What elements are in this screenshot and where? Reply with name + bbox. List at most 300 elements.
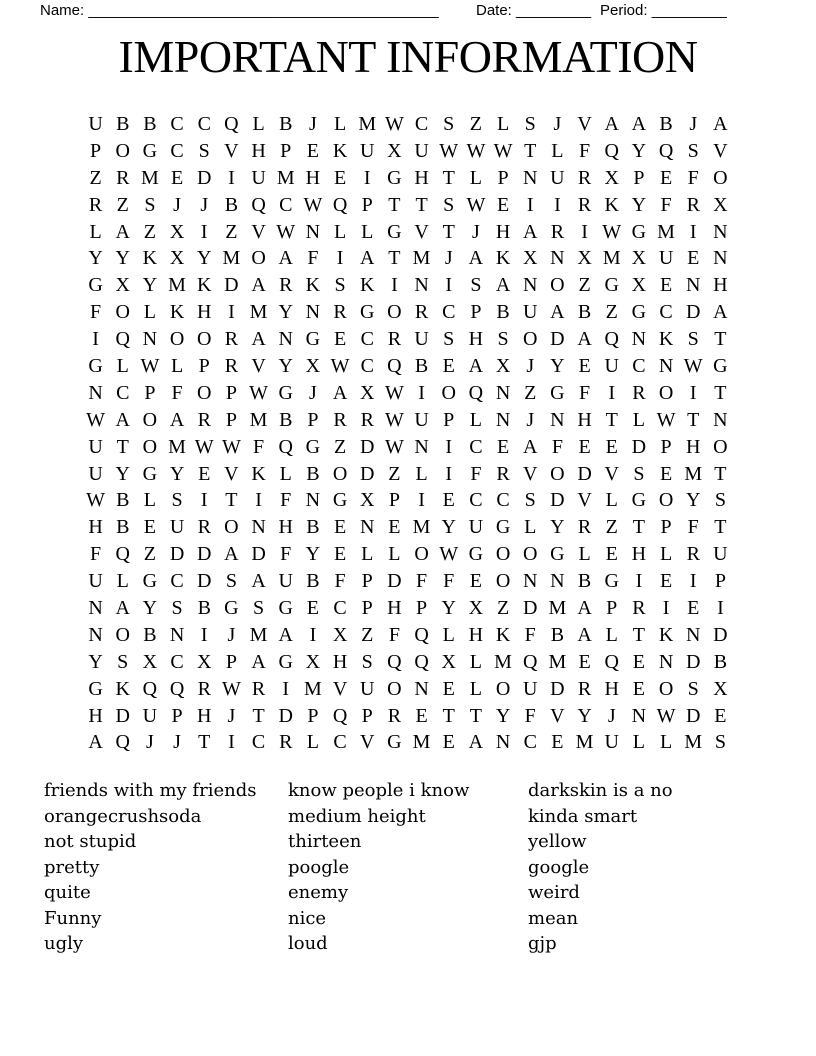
grid-letter: G xyxy=(360,301,375,324)
grid-letter: T xyxy=(687,408,700,431)
grid-letter: F xyxy=(579,381,591,404)
grid-letter: G xyxy=(387,220,402,243)
grid-letter: F xyxy=(280,543,292,566)
grid-letter: P xyxy=(198,355,210,378)
grid-letter: N xyxy=(414,274,429,297)
grid-letter: P xyxy=(470,301,482,324)
grid-letter: D xyxy=(550,489,565,512)
grid-letter: R xyxy=(197,677,211,700)
grid-letter: R xyxy=(686,193,700,216)
grid-letter: Z xyxy=(89,166,102,189)
grid-letter: I xyxy=(282,677,290,700)
word-list-item: darkskin is a no xyxy=(528,780,673,801)
grid-letter: J xyxy=(526,408,535,431)
grid-letter: M xyxy=(684,462,703,485)
grid-letter: S xyxy=(524,489,536,512)
grid-letter: E xyxy=(333,166,347,189)
grid-letter: R xyxy=(414,301,429,324)
grid-letter: W xyxy=(303,193,323,216)
grid-letter: R xyxy=(88,193,103,216)
grid-letter: P xyxy=(497,166,509,189)
grid-letter: I xyxy=(255,489,262,512)
grid-letter: O xyxy=(251,247,266,270)
grid-letter: W xyxy=(493,139,513,162)
grid-letter: I xyxy=(228,731,235,754)
grid-letter: B xyxy=(306,516,320,539)
grid-letter: A xyxy=(523,435,538,458)
grid-letter: U xyxy=(360,677,375,700)
grid-letter: V xyxy=(604,462,619,485)
grid-letter: L xyxy=(469,166,483,189)
grid-letter: F xyxy=(416,570,428,593)
grid-letter: N xyxy=(142,328,158,351)
word-list-item: medium height xyxy=(288,805,426,827)
grid-letter: A xyxy=(251,274,266,297)
grid-letter: Y xyxy=(550,516,565,539)
date-label: Date: xyxy=(476,2,512,19)
grid-letter: V xyxy=(414,220,429,243)
grid-letter: N xyxy=(88,623,103,646)
grid-letter: D xyxy=(686,704,701,727)
grid-letter: W xyxy=(86,408,106,431)
grid-letter: A xyxy=(550,301,565,324)
grid-letter: T xyxy=(714,462,727,485)
word-list-item: know people i know xyxy=(288,780,470,801)
grid-letter: C xyxy=(414,113,429,135)
grid-letter: N xyxy=(713,408,728,431)
grid-letter: T xyxy=(714,516,727,539)
grid-letter: A xyxy=(332,381,348,404)
grid-letter: W xyxy=(276,220,296,243)
grid-letter: M xyxy=(249,301,268,324)
grid-letter: L xyxy=(170,355,184,378)
grid-letter: Y xyxy=(278,301,293,324)
grid-letter: F xyxy=(90,301,102,324)
grid-letter: Q xyxy=(251,193,266,216)
grid-letter: W xyxy=(194,435,214,458)
grid-letter: Y xyxy=(278,355,293,378)
grid-letter: Q xyxy=(115,328,130,351)
grid-letter: B xyxy=(713,650,728,673)
grid-letter: C xyxy=(170,570,184,593)
grid-letter: L xyxy=(469,650,483,673)
grid-letter: H xyxy=(88,704,103,727)
grid-letter: O xyxy=(713,166,728,189)
grid-letter: L xyxy=(143,301,157,324)
grid-letter: T xyxy=(632,516,646,539)
grid-letter: T xyxy=(116,435,129,458)
grid-letter: B xyxy=(550,623,565,646)
grid-letter: P xyxy=(171,704,183,727)
grid-letter: O xyxy=(169,328,185,351)
grid-letter: M xyxy=(494,650,512,673)
grid-letter: L xyxy=(143,489,157,512)
grid-letter: X xyxy=(577,247,592,270)
grid-letter: L xyxy=(388,543,401,566)
grid-letter: W xyxy=(466,139,486,162)
grid-letter: C xyxy=(469,435,483,458)
grid-letter: Q xyxy=(468,381,484,404)
grid-letter: Q xyxy=(115,543,130,566)
grid-letter: W xyxy=(384,435,404,458)
grid-letter: D xyxy=(686,301,701,324)
grid-letter: T xyxy=(252,704,265,727)
grid-letter: U xyxy=(604,731,619,754)
grid-letter: M xyxy=(222,247,241,270)
grid-letter: Q xyxy=(115,731,130,754)
grid-letter: S xyxy=(633,462,645,485)
word-list-item: enemy xyxy=(288,882,349,903)
grid-letter: L xyxy=(605,623,618,646)
grid-letter: E xyxy=(687,247,700,270)
grid-letter: S xyxy=(225,570,237,593)
grid-letter: Y xyxy=(197,247,212,270)
grid-letter: D xyxy=(550,677,565,700)
grid-letter: E xyxy=(496,435,510,458)
grid-letter: C xyxy=(251,731,266,754)
word-list-item: yellow xyxy=(528,831,587,852)
grid-letter: R xyxy=(577,166,592,189)
grid-letter: F xyxy=(334,570,346,593)
grid-letter: R xyxy=(387,328,402,351)
grid-letter: T xyxy=(442,220,455,243)
grid-letter: F xyxy=(660,193,672,216)
grid-letter: X xyxy=(360,489,375,512)
grid-letter: M xyxy=(548,650,567,673)
grid-letter: N xyxy=(88,597,103,620)
grid-letter: G xyxy=(224,597,239,620)
grid-letter: Y xyxy=(305,543,321,566)
grid-letter: J xyxy=(526,355,535,378)
grid-letter: D xyxy=(631,435,647,458)
grid-letter: S xyxy=(714,731,726,754)
grid-letter: D xyxy=(224,274,239,297)
grid-letter: F xyxy=(687,166,699,189)
grid-letter: Q xyxy=(332,193,348,216)
grid-letter: W xyxy=(656,408,676,431)
word-list-item: mean xyxy=(528,907,579,929)
grid-letter: F xyxy=(388,623,400,646)
grid-letter: Y xyxy=(115,462,130,485)
grid-letter: D xyxy=(197,570,212,593)
grid-letter: A xyxy=(251,650,266,673)
grid-letter: Z xyxy=(605,516,618,539)
grid-letter: N xyxy=(713,220,728,243)
grid-letter: X xyxy=(631,247,647,270)
grid-letter: L xyxy=(279,462,292,485)
grid-letter: Q xyxy=(658,139,674,162)
grid-letter: X xyxy=(305,650,321,673)
grid-letter: P xyxy=(361,570,373,593)
grid-letter: Z xyxy=(333,435,347,458)
grid-letter: F xyxy=(579,139,591,162)
grid-letter: E xyxy=(170,166,184,189)
grid-letter: N xyxy=(169,623,185,646)
grid-letter: K xyxy=(604,193,619,216)
grid-letter: G xyxy=(631,220,647,243)
grid-letter: R xyxy=(251,677,266,700)
grid-letter: O xyxy=(115,139,130,162)
grid-letter: H xyxy=(197,704,212,727)
grid-letter: X xyxy=(387,139,402,162)
grid-letter: E xyxy=(578,650,591,673)
grid-letter: S xyxy=(144,193,156,216)
grid-letter: C xyxy=(170,650,184,673)
grid-letter: E xyxy=(198,462,211,485)
grid-letter: E xyxy=(605,435,618,458)
grid-letter: P xyxy=(280,139,292,162)
grid-letter: O xyxy=(550,274,565,297)
grid-letter: N xyxy=(523,274,538,297)
grid-letter: B xyxy=(496,301,510,324)
grid-letter: L xyxy=(496,113,510,135)
grid-letter: Q xyxy=(169,677,185,700)
grid-letter: E xyxy=(442,731,455,754)
grid-letter: F xyxy=(524,704,536,727)
grid-letter: M xyxy=(548,597,567,620)
grid-letter: N xyxy=(550,570,565,593)
grid-letter: T xyxy=(605,408,618,431)
grid-letter: N xyxy=(631,328,647,351)
word-list-item: google xyxy=(528,856,590,878)
grid-letter: P xyxy=(225,381,237,404)
grid-letter: L xyxy=(361,220,374,243)
grid-letter: Z xyxy=(143,543,157,566)
grid-letter: L xyxy=(333,113,347,135)
grid-letter: W xyxy=(439,543,459,566)
grid-letter: N xyxy=(658,650,674,673)
grid-letter: U xyxy=(88,462,103,485)
grid-letter: D xyxy=(360,462,375,485)
grid-letter: W xyxy=(330,355,350,378)
grid-letter: X xyxy=(115,274,130,297)
grid-letter: M xyxy=(684,731,703,754)
grid-letter: S xyxy=(198,139,210,162)
grid-letter: J xyxy=(227,623,236,646)
grid-letter: B xyxy=(143,623,157,646)
grid-letter: R xyxy=(224,328,239,351)
grid-letter: E xyxy=(469,570,483,593)
grid-letter: A xyxy=(278,247,293,270)
date-blank-line: _________ xyxy=(516,2,592,19)
grid-letter: R xyxy=(224,355,239,378)
page-title: IMPORTANT INFORMATION xyxy=(118,31,698,82)
grid-letter: A xyxy=(169,408,185,431)
grid-letter: P xyxy=(633,166,645,189)
grid-letter: V xyxy=(577,113,592,135)
grid-letter: A xyxy=(278,623,293,646)
grid-letter: G xyxy=(142,462,158,485)
grid-letter: V xyxy=(523,462,538,485)
grid-letter: G xyxy=(278,650,293,673)
period-blank-line: _________ xyxy=(651,2,727,19)
grid-letter: P xyxy=(90,139,102,162)
grid-letter: E xyxy=(551,731,564,754)
grid-letter: L xyxy=(469,408,483,431)
grid-letter: Q xyxy=(332,704,348,727)
grid-letter: Y xyxy=(550,355,565,378)
grid-letter: T xyxy=(714,328,727,351)
grid-letter: Q xyxy=(604,139,619,162)
grid-letter: M xyxy=(575,731,594,754)
grid-letter: M xyxy=(412,247,431,270)
grid-letter: U xyxy=(251,166,266,189)
grid-letter: U xyxy=(523,677,538,700)
grid-letter: Y xyxy=(115,247,130,270)
grid-letter: K xyxy=(197,274,212,297)
grid-letter: O xyxy=(142,435,158,458)
grid-letter: S xyxy=(361,650,373,673)
grid-letter: R xyxy=(333,301,347,324)
word-list-item: gjp xyxy=(528,933,557,954)
grid-letter: I xyxy=(608,381,616,404)
grid-letter: D xyxy=(713,623,728,646)
grid-letter: C xyxy=(197,113,211,135)
grid-letter: D xyxy=(387,570,402,593)
grid-letter: U xyxy=(713,543,728,566)
grid-letter: R xyxy=(387,704,402,727)
grid-letter: Y xyxy=(142,274,158,297)
grid-letter: I xyxy=(526,193,534,216)
grid-letter: J xyxy=(607,704,616,727)
grid-letter: G xyxy=(468,543,484,566)
grid-letter: O xyxy=(115,623,130,646)
grid-letter: O xyxy=(441,381,456,404)
grid-letter: M xyxy=(412,516,431,539)
name-blank-line: __________________________________________ xyxy=(88,2,439,19)
grid-letter: H xyxy=(686,435,701,458)
grid-letter: A xyxy=(523,220,538,243)
word-list-item: kinda smart xyxy=(528,805,638,827)
grid-letter: Z xyxy=(388,462,401,485)
grid-letter: I xyxy=(581,220,588,243)
grid-letter: R xyxy=(632,597,646,620)
grid-letter: T xyxy=(524,139,537,162)
grid-letter: S xyxy=(443,113,455,135)
grid-letter: X xyxy=(604,166,619,189)
grid-letter: S xyxy=(443,328,455,351)
grid-letter: W xyxy=(140,355,160,378)
grid-letter: I xyxy=(228,301,235,324)
grid-letter: T xyxy=(388,193,401,216)
grid-letter: Q xyxy=(604,328,619,351)
grid-letter: U xyxy=(88,435,103,458)
grid-letter: W xyxy=(602,220,622,243)
grid-letter: K xyxy=(142,247,158,270)
grid-letter: J xyxy=(227,704,236,727)
grid-letter: V xyxy=(550,704,565,727)
grid-letter: E xyxy=(306,597,320,620)
grid-letter: O xyxy=(658,381,674,404)
grid-letter: C xyxy=(333,731,347,754)
grid-letter: Q xyxy=(387,355,402,378)
grid-letter: U xyxy=(414,328,429,351)
grid-letter: P xyxy=(660,516,672,539)
grid-letter: L xyxy=(605,489,618,512)
grid-letter: H xyxy=(251,139,266,162)
grid-letter: Q xyxy=(387,650,402,673)
grid-letter: I xyxy=(92,328,99,351)
grid-letter: I xyxy=(445,435,453,458)
grid-letter: P xyxy=(714,570,726,593)
grid-letter: P xyxy=(307,408,319,431)
grid-letter: L xyxy=(442,623,455,646)
grid-letter: U xyxy=(169,516,185,539)
grid-letter: H xyxy=(278,516,293,539)
grid-letter: W xyxy=(86,489,106,512)
grid-letter: S xyxy=(334,274,346,297)
grid-letter: V xyxy=(251,355,266,378)
grid-letter: W xyxy=(221,435,241,458)
grid-letter: O xyxy=(495,677,511,700)
grid-letter: F xyxy=(443,570,455,593)
grid-letter: O xyxy=(197,328,212,351)
grid-letter: O xyxy=(658,677,674,700)
grid-letter: A xyxy=(224,543,239,566)
grid-letter: R xyxy=(577,516,592,539)
grid-letter: T xyxy=(388,247,401,270)
grid-letter: Z xyxy=(578,274,591,297)
grid-letter: O xyxy=(658,489,674,512)
word-list-item: quite xyxy=(44,882,91,903)
grid-letter: D xyxy=(197,543,212,566)
grid-letter: Z xyxy=(469,113,483,135)
grid-letter: T xyxy=(198,731,211,754)
grid-letter: L xyxy=(659,731,673,754)
grid-letter: I xyxy=(309,623,317,646)
grid-letter: E xyxy=(714,704,727,727)
grid-letter: H xyxy=(305,166,321,189)
grid-letter: E xyxy=(442,489,455,512)
grid-letter: G xyxy=(631,301,647,324)
grid-letter: O xyxy=(495,543,511,566)
grid-letter: G xyxy=(305,435,321,458)
grid-letter: F xyxy=(171,381,183,404)
grid-letter: C xyxy=(442,301,456,324)
grid-letter: P xyxy=(361,193,373,216)
grid-letter: V xyxy=(224,139,239,162)
grid-letter: A xyxy=(713,113,728,135)
grid-letter: L xyxy=(551,139,564,162)
grid-letter: N xyxy=(305,301,321,324)
grid-letter: A xyxy=(251,328,266,351)
grid-letter: D xyxy=(115,704,130,727)
grid-letter: I xyxy=(200,623,208,646)
grid-letter: G xyxy=(278,381,293,404)
grid-letter: L xyxy=(89,220,102,243)
grid-letter: H xyxy=(332,650,348,673)
grid-letter: T xyxy=(225,489,238,512)
grid-letter: U xyxy=(468,516,484,539)
grid-letter: X xyxy=(197,650,212,673)
grid-letter: H xyxy=(88,516,103,539)
grid-letter: Q xyxy=(278,435,293,458)
grid-letter: N xyxy=(550,247,565,270)
grid-letter: A xyxy=(115,408,130,431)
grid-letter: C xyxy=(632,355,646,378)
grid-letter: J xyxy=(444,247,453,270)
grid-letter: N xyxy=(414,677,429,700)
grid-letter: P xyxy=(606,597,618,620)
grid-letter: N xyxy=(495,731,511,754)
grid-letter: L xyxy=(524,516,537,539)
grid-letter: N xyxy=(360,516,375,539)
name-field xyxy=(40,2,439,19)
grid-letter: W xyxy=(384,381,404,404)
grid-letter: U xyxy=(142,704,158,727)
grid-letter: E xyxy=(632,677,646,700)
grid-letter: N xyxy=(631,704,647,727)
